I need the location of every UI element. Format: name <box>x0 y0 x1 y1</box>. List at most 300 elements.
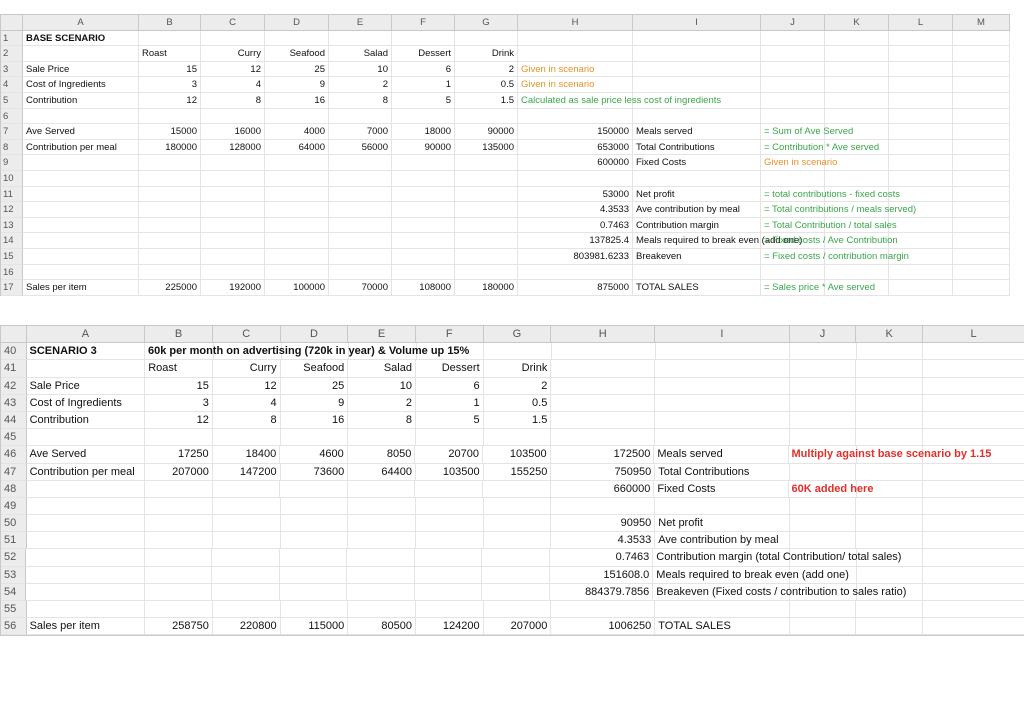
cell-c1[interactable] <box>201 31 265 47</box>
cell-a14[interactable] <box>23 233 139 249</box>
cell-f47[interactable] <box>416 464 484 481</box>
cell-a2[interactable] <box>23 46 139 62</box>
cell-d51[interactable] <box>281 532 349 549</box>
cell-e4[interactable] <box>329 77 392 93</box>
cell-a7[interactable] <box>23 124 139 140</box>
cell-h40[interactable] <box>552 343 656 360</box>
cell-m1[interactable] <box>953 31 1010 47</box>
cell-g12[interactable] <box>455 202 518 218</box>
cell-d4[interactable] <box>265 77 329 93</box>
cell-f55[interactable] <box>416 601 484 618</box>
row-number[interactable]: 10 <box>1 171 23 187</box>
cell-c16[interactable] <box>201 265 265 281</box>
cell-e13[interactable] <box>329 218 392 234</box>
row-number[interactable]: 17 <box>1 280 23 296</box>
cell-h49[interactable] <box>551 498 655 515</box>
cell-h16[interactable] <box>518 265 633 281</box>
cell-j2[interactable] <box>761 46 825 62</box>
cell-h7[interactable] <box>518 124 633 140</box>
cell-j3[interactable] <box>761 62 825 78</box>
cell-a4[interactable] <box>23 77 139 93</box>
cell-d42[interactable] <box>281 378 349 395</box>
cell-f44[interactable] <box>416 412 484 429</box>
cell-e15[interactable] <box>329 249 392 265</box>
cell-k1[interactable] <box>825 31 889 47</box>
cell-a53[interactable] <box>26 567 144 584</box>
cell-g48[interactable] <box>483 481 551 498</box>
cell-a42[interactable] <box>27 378 146 395</box>
cell-b8[interactable] <box>139 140 201 156</box>
cell-c8[interactable] <box>201 140 265 156</box>
cell-k44[interactable] <box>856 412 923 429</box>
cell-f8[interactable] <box>392 140 455 156</box>
cell-l9[interactable] <box>889 155 953 171</box>
cell-j50[interactable] <box>790 515 857 532</box>
cell-e41[interactable] <box>348 360 416 377</box>
cell-g42[interactable] <box>484 378 552 395</box>
cell-i45[interactable] <box>655 429 789 446</box>
cell-i42[interactable] <box>655 378 789 395</box>
cell-e42[interactable] <box>348 378 416 395</box>
cell-g55[interactable] <box>484 601 552 618</box>
cell-m14[interactable] <box>953 233 1010 249</box>
cell-a50[interactable] <box>27 515 146 532</box>
cell-g1[interactable] <box>455 31 518 47</box>
cell-g51[interactable] <box>484 532 552 549</box>
cell-i14[interactable] <box>633 233 803 249</box>
cell-j43[interactable] <box>790 395 857 412</box>
cell-f3[interactable] <box>392 62 455 78</box>
cell-b16[interactable] <box>139 265 201 281</box>
cell-i11[interactable] <box>633 187 761 203</box>
cell-i41[interactable] <box>655 360 789 377</box>
cell-a44[interactable] <box>27 412 146 429</box>
cell-k50[interactable] <box>856 515 923 532</box>
cell-k47[interactable] <box>856 464 923 481</box>
cell-i52[interactable] <box>653 549 902 566</box>
cell-j10[interactable] <box>761 171 825 187</box>
row-number[interactable]: 4 <box>1 77 23 93</box>
cell-f54[interactable] <box>415 584 482 601</box>
cell-h14[interactable] <box>518 233 633 249</box>
cell-a55[interactable] <box>27 601 146 618</box>
cell-c13[interactable] <box>201 218 265 234</box>
cell-d55[interactable] <box>281 601 349 618</box>
cell-g56[interactable] <box>484 618 552 635</box>
cell-e16[interactable] <box>329 265 392 281</box>
cell-l43[interactable] <box>923 395 1024 412</box>
column-header-e[interactable]: E <box>348 326 416 343</box>
row-number[interactable]: 44 <box>1 412 27 429</box>
cell-l6[interactable] <box>889 109 953 125</box>
cell-h44[interactable] <box>551 412 655 429</box>
row-number[interactable]: 50 <box>1 515 27 532</box>
cell-a11[interactable] <box>23 187 139 203</box>
cell-h52[interactable] <box>550 549 654 566</box>
cell-g14[interactable] <box>455 233 518 249</box>
column-header-d[interactable]: D <box>265 15 329 31</box>
cell-f12[interactable] <box>392 202 455 218</box>
cell-l54[interactable] <box>923 584 1024 601</box>
row-number[interactable]: 6 <box>1 109 23 125</box>
cell-a17[interactable] <box>23 280 139 296</box>
cell-k51[interactable] <box>856 532 923 549</box>
cell-f1[interactable] <box>392 31 455 47</box>
cell-l5[interactable] <box>889 93 953 109</box>
cell-c54[interactable] <box>212 584 279 601</box>
row-number[interactable]: 52 <box>1 549 26 566</box>
cell-c4[interactable] <box>201 77 265 93</box>
cell-a48[interactable] <box>27 481 145 498</box>
cell-i1[interactable] <box>633 31 761 47</box>
cell-d44[interactable] <box>281 412 349 429</box>
cell-m13[interactable] <box>953 218 1010 234</box>
row-number[interactable]: 3 <box>1 62 23 78</box>
cell-a43[interactable] <box>27 395 146 412</box>
cell-f41[interactable] <box>416 360 484 377</box>
cell-l16[interactable] <box>889 265 953 281</box>
cell-l53[interactable] <box>923 567 1024 584</box>
cell-c12[interactable] <box>201 202 265 218</box>
cell-d47[interactable] <box>281 464 349 481</box>
cell-d2[interactable] <box>265 46 329 62</box>
cell-f9[interactable] <box>392 155 455 171</box>
cell-g17[interactable] <box>455 280 518 296</box>
cell-k55[interactable] <box>856 601 923 618</box>
cell-e7[interactable] <box>329 124 392 140</box>
row-number[interactable]: 51 <box>1 532 27 549</box>
cell-f2[interactable] <box>392 46 455 62</box>
cell-h12[interactable] <box>518 202 633 218</box>
cell-l1[interactable] <box>889 31 953 47</box>
cell-h8[interactable] <box>518 140 633 156</box>
cell-e6[interactable] <box>329 109 392 125</box>
cell-c3[interactable] <box>201 62 265 78</box>
cell-d6[interactable] <box>265 109 329 125</box>
cell-b49[interactable] <box>145 498 213 515</box>
cell-f48[interactable] <box>415 481 483 498</box>
cell-m11[interactable] <box>953 187 1010 203</box>
cell-l4[interactable] <box>889 77 953 93</box>
cell-i13[interactable] <box>633 218 761 234</box>
cell-c52[interactable] <box>212 549 279 566</box>
cell-c41[interactable] <box>213 360 281 377</box>
cell-e12[interactable] <box>329 202 392 218</box>
cell-f17[interactable] <box>392 280 455 296</box>
cell-j40[interactable] <box>790 343 857 360</box>
cell-b2[interactable] <box>139 46 201 62</box>
cell-i54[interactable] <box>653 584 907 601</box>
cell-g6[interactable] <box>455 109 518 125</box>
cell-a52[interactable] <box>26 549 144 566</box>
column-header-a[interactable]: A <box>27 326 146 343</box>
cell-i4[interactable] <box>633 77 761 93</box>
cell-i47[interactable] <box>655 464 789 481</box>
cell-a15[interactable] <box>23 249 139 265</box>
column-header-i[interactable]: I <box>655 326 789 343</box>
column-header-k[interactable]: K <box>856 326 923 343</box>
cell-b9[interactable] <box>139 155 201 171</box>
cell-c53[interactable] <box>212 567 279 584</box>
cell-h13[interactable] <box>518 218 633 234</box>
cell-f46[interactable] <box>415 446 483 463</box>
column-header-l[interactable]: L <box>923 326 1024 343</box>
cell-b11[interactable] <box>139 187 201 203</box>
cell-j1[interactable] <box>761 31 825 47</box>
cell-h17[interactable] <box>518 280 633 296</box>
cell-j47[interactable] <box>790 464 857 481</box>
cell-g10[interactable] <box>455 171 518 187</box>
cell-g43[interactable] <box>484 395 552 412</box>
cell-a40[interactable] <box>27 343 145 360</box>
cell-j12[interactable] <box>761 202 917 218</box>
cell-k16[interactable] <box>825 265 889 281</box>
cell-a49[interactable] <box>27 498 146 515</box>
cell-b40[interactable] <box>145 343 470 360</box>
cell-d41[interactable] <box>281 360 349 377</box>
cell-k4[interactable] <box>825 77 889 93</box>
row-number[interactable]: 2 <box>1 46 23 62</box>
column-header-g[interactable]: G <box>484 326 552 343</box>
cell-d52[interactable] <box>280 549 347 566</box>
cell-f45[interactable] <box>416 429 484 446</box>
column-header-j[interactable]: J <box>790 326 857 343</box>
row-number[interactable]: 42 <box>1 378 27 395</box>
cell-a6[interactable] <box>23 109 139 125</box>
cell-i6[interactable] <box>633 109 761 125</box>
cell-h5[interactable] <box>518 93 722 109</box>
column-header-l[interactable]: L <box>889 15 953 31</box>
cell-l44[interactable] <box>923 412 1024 429</box>
cell-c44[interactable] <box>213 412 281 429</box>
cell-g3[interactable] <box>455 62 518 78</box>
cell-h1[interactable] <box>518 31 633 47</box>
cell-a41[interactable] <box>27 360 146 377</box>
cell-g9[interactable] <box>455 155 518 171</box>
cell-g8[interactable] <box>455 140 518 156</box>
cell-e43[interactable] <box>348 395 416 412</box>
cell-l8[interactable] <box>889 140 953 156</box>
row-number[interactable]: 55 <box>1 601 27 618</box>
cell-k41[interactable] <box>856 360 923 377</box>
cell-h9[interactable] <box>518 155 633 171</box>
cell-k49[interactable] <box>856 498 923 515</box>
cell-l42[interactable] <box>923 378 1024 395</box>
cell-d16[interactable] <box>265 265 329 281</box>
cell-f11[interactable] <box>392 187 455 203</box>
cell-e5[interactable] <box>329 93 392 109</box>
cell-e52[interactable] <box>347 549 414 566</box>
cell-b17[interactable] <box>139 280 201 296</box>
cell-k42[interactable] <box>856 378 923 395</box>
cell-c51[interactable] <box>213 532 281 549</box>
cell-c11[interactable] <box>201 187 265 203</box>
row-number[interactable]: 40 <box>1 343 27 360</box>
row-number[interactable]: 43 <box>1 395 27 412</box>
cell-a8[interactable] <box>23 140 139 156</box>
cell-g50[interactable] <box>484 515 552 532</box>
cell-i12[interactable] <box>633 202 761 218</box>
cell-i3[interactable] <box>633 62 761 78</box>
cell-d10[interactable] <box>265 171 329 187</box>
cell-i40[interactable] <box>656 343 790 360</box>
cell-h15[interactable] <box>518 249 633 265</box>
cell-b3[interactable] <box>139 62 201 78</box>
cell-f14[interactable] <box>392 233 455 249</box>
column-header-g[interactable]: G <box>455 15 518 31</box>
cell-h6[interactable] <box>518 109 633 125</box>
cell-d1[interactable] <box>265 31 329 47</box>
cell-c9[interactable] <box>201 155 265 171</box>
cell-e47[interactable] <box>348 464 416 481</box>
cell-e2[interactable] <box>329 46 392 62</box>
cell-g54[interactable] <box>482 584 549 601</box>
cell-d7[interactable] <box>265 124 329 140</box>
cell-d54[interactable] <box>280 584 347 601</box>
cell-l51[interactable] <box>923 532 1024 549</box>
cell-f16[interactable] <box>392 265 455 281</box>
cell-m10[interactable] <box>953 171 1010 187</box>
cell-f51[interactable] <box>416 532 484 549</box>
cell-b13[interactable] <box>139 218 201 234</box>
cell-e53[interactable] <box>347 567 414 584</box>
cell-j44[interactable] <box>790 412 857 429</box>
cell-h43[interactable] <box>551 395 655 412</box>
cell-f50[interactable] <box>416 515 484 532</box>
cell-g41[interactable] <box>484 360 552 377</box>
column-header-b[interactable]: B <box>145 326 213 343</box>
cell-c50[interactable] <box>213 515 281 532</box>
cell-f6[interactable] <box>392 109 455 125</box>
cell-b54[interactable] <box>145 584 212 601</box>
cell-j16[interactable] <box>761 265 825 281</box>
cell-m15[interactable] <box>953 249 1010 265</box>
select-all-corner[interactable] <box>1 326 27 343</box>
cell-e45[interactable] <box>348 429 416 446</box>
cell-d3[interactable] <box>265 62 329 78</box>
cell-b56[interactable] <box>145 618 213 635</box>
cell-h45[interactable] <box>551 429 655 446</box>
cell-k45[interactable] <box>856 429 923 446</box>
cell-d13[interactable] <box>265 218 329 234</box>
cell-c5[interactable] <box>201 93 265 109</box>
cell-k2[interactable] <box>825 46 889 62</box>
column-header-b[interactable]: B <box>139 15 201 31</box>
cell-m6[interactable] <box>953 109 1010 125</box>
cell-a1[interactable] <box>23 31 139 47</box>
cell-b6[interactable] <box>139 109 201 125</box>
cell-c45[interactable] <box>213 429 281 446</box>
cell-f52[interactable] <box>415 549 482 566</box>
column-header-j[interactable]: J <box>761 15 825 31</box>
cell-g5[interactable] <box>455 93 518 109</box>
cell-l17[interactable] <box>889 280 953 296</box>
cell-e44[interactable] <box>348 412 416 429</box>
cell-h46[interactable] <box>551 446 655 463</box>
column-header-h[interactable]: H <box>518 15 633 31</box>
cell-h50[interactable] <box>551 515 655 532</box>
row-number[interactable]: 11 <box>1 187 23 203</box>
cell-e55[interactable] <box>348 601 416 618</box>
cell-g15[interactable] <box>455 249 518 265</box>
column-header-e[interactable]: E <box>329 15 392 31</box>
cell-i44[interactable] <box>655 412 789 429</box>
cell-d49[interactable] <box>281 498 349 515</box>
cell-m17[interactable] <box>953 280 1010 296</box>
cell-g13[interactable] <box>455 218 518 234</box>
cell-k5[interactable] <box>825 93 889 109</box>
row-number[interactable]: 47 <box>1 464 27 481</box>
cell-f43[interactable] <box>416 395 484 412</box>
cell-l47[interactable] <box>923 464 1024 481</box>
cell-j8[interactable] <box>761 140 880 156</box>
cell-g40[interactable] <box>484 343 552 360</box>
cell-l45[interactable] <box>923 429 1024 446</box>
cell-j56[interactable] <box>790 618 857 635</box>
cell-f53[interactable] <box>415 567 482 584</box>
cell-l10[interactable] <box>889 171 953 187</box>
cell-d11[interactable] <box>265 187 329 203</box>
cell-d46[interactable] <box>280 446 348 463</box>
cell-j45[interactable] <box>790 429 857 446</box>
cell-i51[interactable] <box>655 532 789 549</box>
cell-k10[interactable] <box>825 171 889 187</box>
cell-l40[interactable] <box>923 343 1024 360</box>
cell-c17[interactable] <box>201 280 265 296</box>
cell-f5[interactable] <box>392 93 455 109</box>
cell-e46[interactable] <box>348 446 416 463</box>
column-header-c[interactable]: C <box>201 15 265 31</box>
cell-g49[interactable] <box>484 498 552 515</box>
row-number[interactable]: 48 <box>1 481 27 498</box>
cell-l14[interactable] <box>889 233 953 249</box>
cell-m4[interactable] <box>953 77 1010 93</box>
cell-h10[interactable] <box>518 171 633 187</box>
cell-j46[interactable] <box>789 446 992 463</box>
cell-b14[interactable] <box>139 233 201 249</box>
cell-i48[interactable] <box>654 481 788 498</box>
cell-b44[interactable] <box>145 412 213 429</box>
cell-a16[interactable] <box>23 265 139 281</box>
cell-l13[interactable] <box>889 218 953 234</box>
cell-h53[interactable] <box>550 567 654 584</box>
cell-c7[interactable] <box>201 124 265 140</box>
cell-i43[interactable] <box>655 395 789 412</box>
cell-d48[interactable] <box>280 481 348 498</box>
cell-b12[interactable] <box>139 202 201 218</box>
cell-b53[interactable] <box>145 567 212 584</box>
cell-a45[interactable] <box>27 429 146 446</box>
cell-e48[interactable] <box>348 481 416 498</box>
cell-f10[interactable] <box>392 171 455 187</box>
row-number[interactable]: 5 <box>1 93 23 109</box>
cell-k43[interactable] <box>856 395 923 412</box>
row-number[interactable]: 45 <box>1 429 27 446</box>
cell-i49[interactable] <box>655 498 789 515</box>
cell-e1[interactable] <box>329 31 392 47</box>
row-number[interactable]: 56 <box>1 618 27 635</box>
row-number[interactable]: 1 <box>1 31 23 47</box>
row-number[interactable]: 7 <box>1 124 23 140</box>
cell-h4[interactable] <box>518 77 633 93</box>
column-header-c[interactable]: C <box>213 326 281 343</box>
cell-l3[interactable] <box>889 62 953 78</box>
cell-h54[interactable] <box>550 584 654 601</box>
cell-c6[interactable] <box>201 109 265 125</box>
cell-e14[interactable] <box>329 233 392 249</box>
cell-i16[interactable] <box>633 265 761 281</box>
cell-e50[interactable] <box>348 515 416 532</box>
